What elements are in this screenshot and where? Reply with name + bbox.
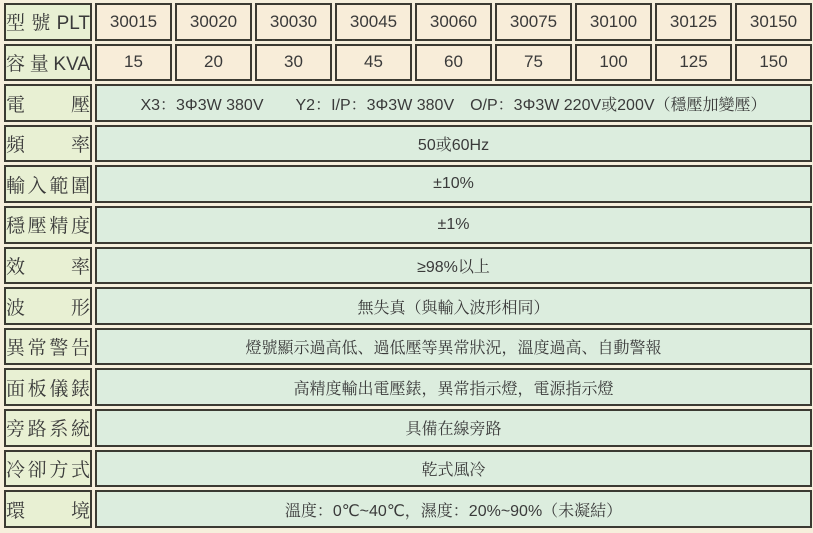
spec-row-header: 波形 bbox=[4, 287, 92, 325]
capacity-cell: 60 bbox=[415, 44, 492, 82]
model-cell: 30100 bbox=[575, 3, 652, 41]
capacity-cell: 45 bbox=[335, 44, 412, 82]
spec-row-environment bbox=[4, 490, 812, 528]
spec-table bbox=[1, 0, 813, 531]
capacity-cell: 20 bbox=[175, 44, 252, 82]
capacity-cell: 100 bbox=[575, 44, 652, 82]
spec-row-header: 旁路系統 bbox=[4, 409, 92, 447]
spec-row-value: ≥98%以上 bbox=[95, 247, 812, 285]
spec-row-value: 無失真（與輸入波形相同） bbox=[95, 287, 812, 325]
spec-row-header: 效率 bbox=[4, 247, 92, 285]
capacity-cell: 150 bbox=[735, 44, 812, 82]
spec-row-waveform bbox=[4, 287, 812, 325]
model-cell: 30030 bbox=[255, 3, 332, 41]
model-row-header: 型號PLT bbox=[4, 3, 92, 41]
spec-row-value: 50或60Hz bbox=[95, 125, 812, 163]
capacity-cell: 30 bbox=[255, 44, 332, 82]
spec-row-efficiency bbox=[4, 247, 812, 285]
capacity-cell: 125 bbox=[655, 44, 732, 82]
spec-row-header: 環境 bbox=[4, 490, 92, 528]
spec-row-header: 電壓 bbox=[4, 84, 92, 122]
spec-row-value: 溫度：0℃~40℃，濕度：20%~90%（未凝結） bbox=[95, 490, 812, 528]
model-cell: 30150 bbox=[735, 3, 812, 41]
spec-row-header: 冷卻方式 bbox=[4, 450, 92, 488]
spec-row-cooling-method bbox=[4, 450, 812, 488]
spec-row-frequency bbox=[4, 125, 812, 163]
spec-row-value: X3：3Φ3W 380V Y2：I/P：3Φ3W 380V O/P：3Φ3W 220V或200V（穩壓加變壓） bbox=[95, 84, 812, 122]
capacity-cell: 15 bbox=[95, 44, 172, 82]
spec-row-header: 輸入範圍 bbox=[4, 165, 92, 203]
model-cell: 30125 bbox=[655, 3, 732, 41]
capacity-cell: 75 bbox=[495, 44, 572, 82]
spec-row-panel-meters bbox=[4, 368, 812, 406]
spec-row-abnormal-alarm bbox=[4, 328, 812, 366]
model-cell: 30060 bbox=[415, 3, 492, 41]
capacity-row-header: 容量KVA bbox=[4, 44, 92, 82]
model-cell: 30045 bbox=[335, 3, 412, 41]
spec-row-header: 異常警告 bbox=[4, 328, 92, 366]
spec-row-value: 具備在線旁路 bbox=[95, 409, 812, 447]
spec-row-voltage bbox=[4, 84, 812, 122]
spec-row-value: 燈號顯示過高低、過低壓等異常狀況，溫度過高、自動警報 bbox=[95, 328, 812, 366]
capacity-row bbox=[4, 44, 812, 82]
spec-row-value: ±1% bbox=[95, 206, 812, 244]
spec-row-bypass-system bbox=[4, 409, 812, 447]
model-cell: 30020 bbox=[175, 3, 252, 41]
spec-row-value: 高精度輸出電壓錶，異常指示燈，電源指示燈 bbox=[95, 368, 812, 406]
spec-row-value: ±10% bbox=[95, 165, 812, 203]
spec-row-header: 頻率 bbox=[4, 125, 92, 163]
spec-row-input-range bbox=[4, 165, 812, 203]
spec-row-header: 面板儀錶 bbox=[4, 368, 92, 406]
model-cell: 30075 bbox=[495, 3, 572, 41]
spec-row-regulation-accuracy bbox=[4, 206, 812, 244]
spec-row-header: 穩壓精度 bbox=[4, 206, 92, 244]
spec-row-value: 乾式風冷 bbox=[95, 450, 812, 488]
model-cell: 30015 bbox=[95, 3, 172, 41]
model-row bbox=[4, 3, 812, 41]
